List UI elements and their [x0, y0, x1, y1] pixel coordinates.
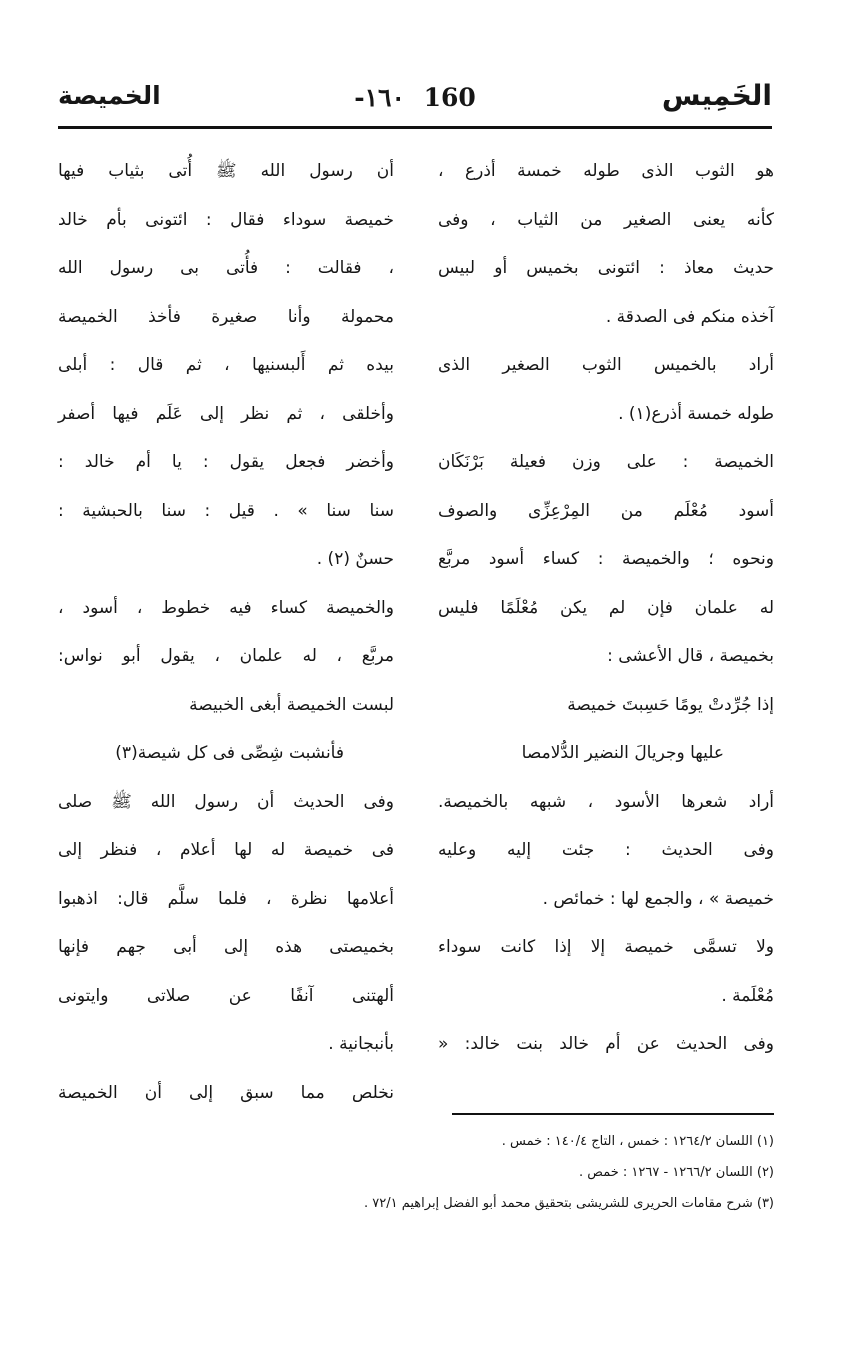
- text-line: نخلص مما سبق إلى أن الخميصة: [58, 1082, 394, 1103]
- text-line: ، فقالت : فأُتى بى رسول الله: [58, 258, 394, 278]
- text-line: أعلامها نظرة ، فلما سلَّم قال: اذهبوا: [58, 888, 394, 909]
- entry-heading-line: الخميصة : على وزن فعيلة بَرْنَكَان: [438, 452, 774, 472]
- text-line: بأنبجانية .: [328, 1034, 394, 1054]
- text-line: ونحوه ؛ والخميصة : كساء أسود مربَّع: [438, 549, 774, 569]
- page-header: [58, 74, 772, 126]
- text-line: فى خميصة له لها أعلام ، فنظر إلى: [58, 840, 394, 860]
- footnote-divider: [452, 1113, 774, 1115]
- text-line: مربَّع ، له علمان ، يقول أبو نواس:: [58, 646, 394, 666]
- text-line: خميصة » ، والجمع لها : خمائص .: [542, 888, 774, 909]
- left-column: [58, 147, 394, 1117]
- text-line: خميصة سوداء فقال : ائتونى بأم خالد: [58, 209, 394, 230]
- page-number-latin: 160: [423, 83, 476, 112]
- text-line: أراد بالخميس الثوب الصغير الذى: [438, 355, 774, 375]
- header-divider: [58, 126, 772, 129]
- verse-line: فأنشبت شِصِّى فى كل شيصة(٣): [115, 743, 344, 763]
- page-number-arabic: -١٦٠: [354, 83, 405, 112]
- text-line: ألهتنى آنفًا عن صلاتى وايتونى: [58, 985, 394, 1006]
- text-line: أن رسول الله ﷺ أُتى بثياب فيها: [58, 161, 394, 181]
- text-line: حديث معاذ : ائتونى بخميس أو لبيس: [438, 258, 774, 278]
- text-line: طوله خمسة أذرع(١) .: [618, 403, 774, 424]
- text-line: وفى الحديث : جئت إليه وعليه: [438, 840, 774, 860]
- text-line: بيده ثم أَلبسنيها ، ثم قال : أبلى: [58, 355, 394, 375]
- text-line: أراد شعرها الأسود ، شبهه بالخميصة.: [438, 791, 774, 812]
- text-line: والخميصة كساء فيه خطوط ، أسود ،: [58, 597, 394, 618]
- verse-line: لبست الخميصة أبغى الخبيصة: [189, 694, 394, 715]
- text-line: كأنه يعنى الصغير من الثياب ، وفى: [438, 209, 774, 230]
- right-column: [438, 147, 774, 1069]
- text-line: محمولة وأنا صغيرة فأخذ الخميصة: [58, 306, 394, 327]
- footnotes: [214, 1126, 774, 1219]
- text-line: له علمان فإن لم يكن مُعْلَمًا فليس: [438, 597, 774, 618]
- text-line: حسنٌ (٢) .: [316, 549, 394, 569]
- text-line: وفى الحديث عن أم خالد بنت خالد: «: [438, 1034, 774, 1054]
- text-line: وأخضر فجعل يقول : يا أم خالد :: [58, 452, 394, 472]
- text-line: مُعْلَمة .: [721, 985, 774, 1006]
- footnote: (٢) اللسان ١٢٦٦/٢ - ١٢٦٧ : خمص .: [579, 1165, 774, 1180]
- page-number: [354, 78, 476, 118]
- verse-line: إذا جُرِّدتْ يومًا حَسِبتَ خميصة: [567, 694, 774, 715]
- footnote: (٣) شرح مقامات الحريرى للشريشى بتحقيق محمد أبو الفضل إبراهيم ٧٢/١ .: [364, 1196, 774, 1211]
- entry-title: الخميصة: [58, 81, 161, 110]
- text-line: بخميصة ، قال الأعشى :: [607, 646, 774, 666]
- text-line: آخذه منكم فى الصدقة .: [605, 306, 774, 327]
- chapter-title: الخَمِيس: [661, 79, 772, 112]
- text-line: بخميصتى هذه إلى أبى جهم فإنها: [58, 937, 394, 957]
- verse-line: عليها وجريالَ النضير الدُّلامصا: [521, 743, 724, 763]
- text-line: هو الثوب الذى طوله خمسة أذرع ،: [438, 161, 774, 181]
- text-line: سنا سنا » . قيل : سنا بالحبشية :: [58, 500, 394, 521]
- text-line: أسود مُعْلَم من المِرْعِزِّى والصوف: [438, 500, 774, 521]
- text-line: وفى الحديث أن رسول الله ﷺ صلى: [58, 791, 394, 812]
- text-line: وأخلقى ، ثم نظر إلى عَلَم فيها أصفر: [58, 403, 394, 424]
- footnote: (١) اللسان ١٢٦٤/٢ : خمس ، التاج ١٤٠/٤ : خمس .: [501, 1134, 774, 1149]
- text-line: ولا تسمَّى خميصة إلا إذا كانت سوداء: [438, 937, 774, 957]
